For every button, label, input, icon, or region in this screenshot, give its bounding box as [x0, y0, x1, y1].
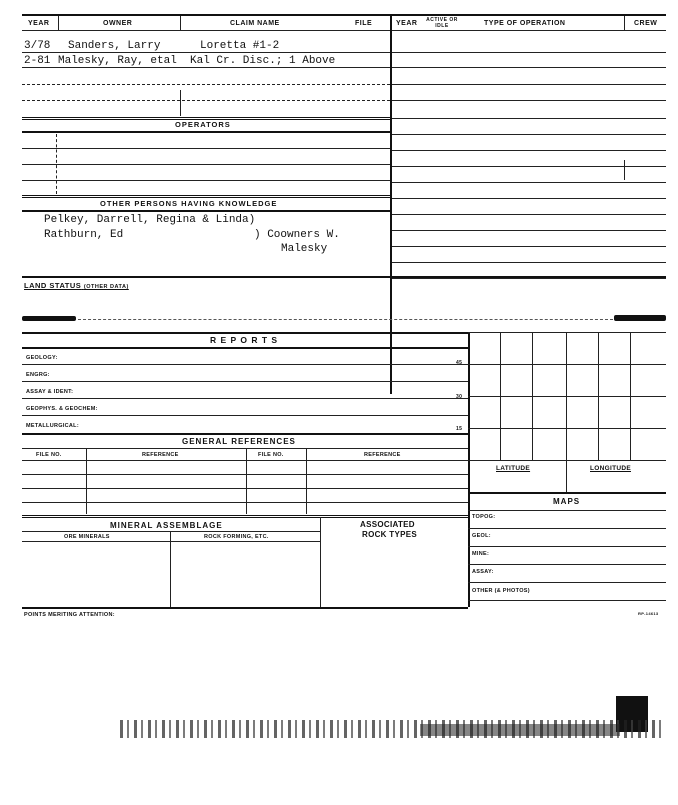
report-row-rule	[22, 381, 468, 382]
other-persons-band-bottom	[22, 210, 390, 212]
gen-ref-top-rule	[22, 433, 468, 435]
ink-smudge	[614, 315, 666, 321]
maps-title-rule	[468, 510, 666, 511]
col-owner-header: OWNER	[103, 20, 133, 27]
report-row-rule	[22, 398, 468, 399]
gen-ref-divider	[86, 448, 87, 514]
margin-number-45: 45	[456, 360, 463, 366]
reports-title: R E P O R T S	[210, 335, 279, 345]
gen-ref-row	[22, 502, 468, 503]
header-bottom-rule	[22, 30, 666, 31]
grid-hline	[468, 428, 666, 429]
right-row-rule	[392, 100, 666, 101]
right-row-rule	[392, 67, 666, 68]
other-persons-line-2-left: Rathburn, Ed	[44, 229, 124, 241]
form-number: RP-14613	[638, 611, 659, 616]
grid-top	[468, 332, 666, 333]
mineral-top-rule	[22, 515, 468, 518]
mineral-title-rule	[22, 531, 320, 532]
dashed-rule	[78, 319, 613, 320]
gen-ref-row	[22, 474, 468, 475]
gen-ref-title-rule	[22, 448, 468, 449]
gen-ref-col-reference-2: REFERENCE	[364, 452, 401, 458]
other-persons-line-2-right: ) Coowners W.	[254, 229, 340, 241]
ink-smudge	[22, 316, 76, 321]
maps-topog: TOPOG:	[472, 514, 496, 520]
owner-row-2-claim: Kal Cr. Disc.; 1 Above	[190, 55, 336, 67]
owner-row-1-year: 3/78	[24, 40, 51, 52]
mineral-title: MINERAL ASSEMBLAGE	[110, 521, 223, 530]
right-row-rule	[392, 246, 666, 247]
owner-row-2-owner: Malesky, Ray, etal	[58, 55, 177, 67]
scan-noise-dark	[420, 724, 620, 736]
crew-tick	[624, 160, 625, 180]
grid-hline	[468, 460, 666, 461]
report-engrg: ENGRG:	[26, 372, 50, 378]
col-year-header: YEAR	[28, 20, 50, 27]
gen-ref-col-file-no: FILE NO.	[36, 452, 62, 458]
report-geophys: GEOPHYS. & GEOCHEM:	[26, 406, 98, 412]
right-row-rule	[392, 150, 666, 151]
col-file-header: FILE	[355, 20, 373, 27]
maps-row	[468, 564, 666, 565]
top-border	[22, 14, 666, 16]
col-type-header: TYPE OF OPERATION	[484, 20, 566, 27]
reports-top-rule	[22, 332, 468, 334]
right-block-border	[468, 332, 470, 607]
main-vertical-divider	[390, 14, 392, 394]
operator-row	[22, 164, 390, 165]
gen-ref-row	[22, 488, 468, 489]
land-status-label: LAND STATUS (OTHER DATA)	[24, 281, 129, 290]
maps-row	[468, 546, 666, 547]
row-rule	[22, 84, 390, 85]
col-divider	[624, 16, 625, 30]
right-row-rule	[392, 118, 666, 119]
right-row-rule	[392, 214, 666, 215]
right-row-rule	[392, 198, 666, 199]
right-row-rule	[392, 52, 666, 53]
grid-vline	[566, 332, 567, 492]
ore-minerals-header: ORE MINERALS	[64, 534, 110, 540]
rock-types-header: ROCK TYPES	[362, 530, 418, 539]
right-row-rule	[392, 134, 666, 135]
col-crew-header: CREW	[634, 20, 658, 27]
right-row-rule	[392, 262, 666, 263]
row-rule	[22, 100, 390, 101]
other-persons-line-1: Pelkey, Darrell, Regina & Linda)	[44, 214, 256, 226]
gen-ref-title: GENERAL REFERENCES	[182, 437, 296, 446]
other-persons-line-3: Malesky	[281, 243, 328, 255]
associated-header: ASSOCIATED	[360, 520, 415, 529]
row-rule	[22, 52, 390, 53]
report-row-rule	[22, 415, 468, 416]
operator-row	[22, 148, 390, 149]
rock-forming-header: ROCK FORMING, ETC.	[204, 534, 269, 540]
mineral-divider	[170, 531, 171, 607]
maps-row	[468, 582, 666, 583]
right-row-rule	[392, 182, 666, 183]
owner-row-1-claim: Loretta #1-2	[200, 40, 280, 52]
operators-band-bottom	[22, 131, 390, 133]
col-divider	[180, 90, 181, 116]
maps-row	[468, 600, 666, 601]
row-rule	[22, 67, 390, 68]
right-row-rule	[392, 230, 666, 231]
report-assay-ident: ASSAY & IDENT:	[26, 389, 74, 395]
operator-row	[22, 180, 390, 181]
section-divider	[22, 276, 666, 278]
other-persons-title: OTHER PERSONS HAVING KNOWLEDGE	[100, 199, 278, 208]
mineral-bottom-rule	[22, 607, 468, 609]
col-divider	[180, 16, 181, 30]
points-meriting-attention-label: POINTS MERITING ATTENTION:	[24, 612, 115, 618]
gen-ref-col-file-no-2: FILE NO.	[258, 452, 284, 458]
gen-ref-divider	[246, 448, 247, 514]
maps-other-photos: OTHER (& PHOTOS)	[472, 588, 530, 594]
maps-title: MAPS	[553, 497, 581, 506]
gen-ref-col-reference: REFERENCE	[142, 452, 179, 458]
latitude-label: LATITUDE	[496, 465, 531, 472]
maps-assay: ASSAY:	[472, 569, 494, 575]
report-geology: GEOLOGY:	[26, 355, 58, 361]
right-row-rule	[392, 84, 666, 85]
owner-row-1-owner: Sanders, Larry	[68, 40, 161, 52]
margin-number-30: 30	[456, 394, 463, 400]
grid-hline	[468, 396, 666, 397]
maps-row	[468, 528, 666, 529]
maps-mine: MINE:	[472, 551, 490, 557]
report-metallurgical: METALLURGICAL:	[26, 423, 79, 429]
maps-top-rule	[468, 492, 666, 494]
longitude-label: LONGITUDE	[590, 465, 631, 472]
gen-ref-header-rule	[22, 460, 468, 461]
mineral-divider	[320, 517, 321, 607]
margin-number-15: 15	[456, 426, 463, 432]
col-claim-header: CLAIM NAME	[230, 20, 280, 27]
right-row-rule	[392, 278, 666, 279]
reports-band-bottom	[22, 347, 468, 349]
col-divider	[58, 16, 59, 30]
col-divider	[56, 134, 57, 194]
owner-row-2-year: 2-81	[24, 55, 51, 67]
report-row-rule	[22, 364, 468, 365]
other-persons-band-top	[22, 195, 390, 198]
mineral-header-rule	[22, 541, 320, 542]
col-active-header: ACTIVE OR IDLE	[426, 17, 458, 29]
operators-title: OPERATORS	[175, 120, 231, 129]
gen-ref-divider	[306, 448, 307, 514]
grid-hline	[468, 364, 666, 365]
maps-geol: GEOL:	[472, 533, 491, 539]
col-year2-header: YEAR	[396, 20, 418, 27]
